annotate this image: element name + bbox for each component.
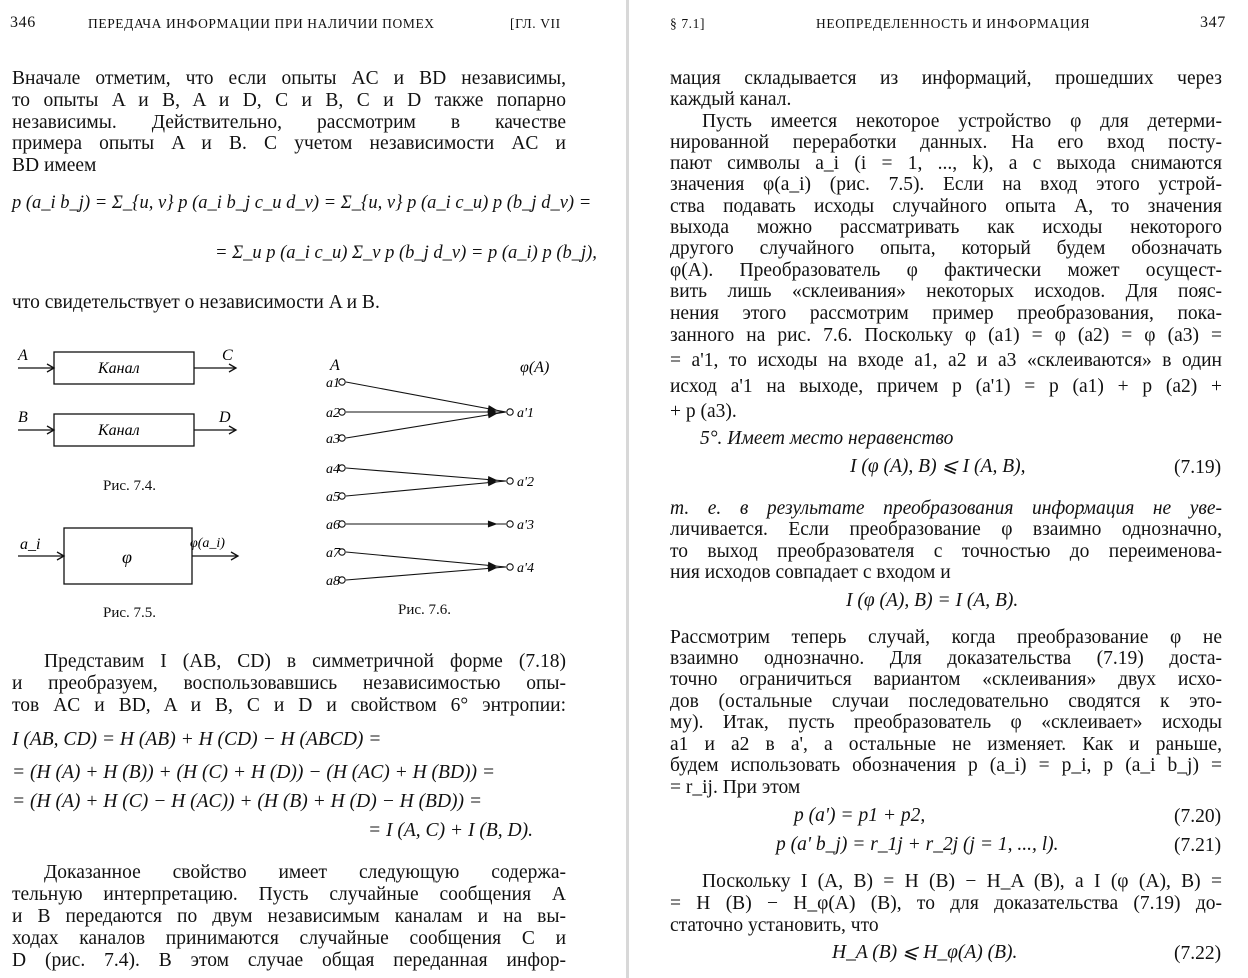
text-line: и B передаются по двум независимым каналам и на вы- bbox=[12, 906, 566, 927]
page-number-right: 347 bbox=[1200, 14, 1226, 31]
text-line: то выход преобразователя с точностью до переименова- bbox=[670, 541, 1222, 562]
arrow-head bbox=[488, 412, 496, 417]
text-line: = r_ij. При этом bbox=[670, 777, 801, 798]
input-a-label: A bbox=[18, 347, 28, 364]
text-line: дов (остальные случаи последовательно сводятся к это- bbox=[670, 691, 1222, 712]
input-label: a3 bbox=[326, 432, 340, 447]
equation-line: I (AB, CD) = H (AB) + H (CD) − H (ABCD) = bbox=[12, 729, 382, 750]
input-label: a5 bbox=[326, 490, 340, 505]
output-label: a'1 bbox=[517, 406, 534, 421]
figure-7-5 bbox=[14, 522, 254, 592]
arrow-head bbox=[488, 521, 496, 526]
page-gutter bbox=[626, 0, 629, 978]
equation-independence-1: p (a_i b_j) = Σ_{u, v} p (a_i b_j c_u d_v) = Σ_{u, v} p (a_i c_u) p (b_j d_v) = bbox=[12, 193, 592, 213]
paragraph-2: что свидетельствует о независимости A и B. bbox=[12, 292, 380, 313]
equation-7-19: I (φ (A), B) ⩽ I (A, B), bbox=[850, 456, 1026, 477]
output-d-label: D bbox=[219, 409, 231, 426]
input-label: a4 bbox=[326, 462, 340, 477]
page-number-left: 346 bbox=[10, 14, 36, 31]
fig76-left-title: A bbox=[330, 357, 340, 374]
output-label: a'3 bbox=[517, 518, 534, 533]
input-label: a2 bbox=[326, 406, 340, 421]
mapping-arrow bbox=[346, 412, 506, 438]
fig76-right-title: φ(A) bbox=[520, 359, 550, 376]
caption-fig-7-6: Рис. 7.6. bbox=[398, 602, 452, 618]
equation-equality: I (φ (A), B) = I (A, B). bbox=[846, 590, 1019, 611]
text-line: Представим I (AB, CD) в симметричной форме (7.18) bbox=[44, 651, 566, 672]
text-line: будем использовать обозначения p (a_i) = p_i, p (a_i b_j) = bbox=[670, 755, 1222, 776]
running-head-right: НЕОПРЕДЕЛЕННОСТЬ И ИНФОРМАЦИЯ bbox=[816, 16, 1091, 31]
output-node bbox=[507, 521, 513, 527]
mapping-arrow bbox=[346, 552, 506, 567]
text-line: вить лишь «склеивания» некоторых исходов. Для пояс- bbox=[670, 281, 1222, 302]
text-line: личивается. Если преобразование φ взаимно однозначно, bbox=[670, 519, 1222, 540]
chapter-ref: [ГЛ. VII bbox=[510, 16, 561, 31]
text-line: то опыты A и B, A и D, C и B, C и D также попарно bbox=[12, 90, 566, 111]
equation-line: = (H (A) + H (C) − H (AC)) + (H (B) + H (D) − H (BD)) = bbox=[12, 791, 483, 812]
input-ai-label: a_i bbox=[20, 536, 41, 553]
text-line: т. е. в результате преобразования информация не уве- bbox=[670, 498, 1222, 519]
mapping-arrow bbox=[346, 382, 506, 412]
right-page bbox=[636, 0, 1248, 978]
text-line: независимы. Действительно, рассмотрим в качестве bbox=[12, 112, 566, 133]
text-line: другого случайного опыта, который будем обозначать bbox=[670, 238, 1222, 259]
figure-7-6 bbox=[322, 350, 572, 595]
input-label: a8 bbox=[326, 574, 340, 589]
left-page bbox=[0, 0, 622, 978]
text-line: φ(A). Преобразователь φ фактически может осущест- bbox=[670, 260, 1222, 281]
text-line: D (рис. 7.4). В этом случае общая переданная инфор- bbox=[12, 950, 566, 971]
mapping-arrow bbox=[346, 481, 506, 496]
running-head-left: ПЕРЕДАЧА ИНФОРМАЦИИ ПРИ НАЛИЧИИ ПОМЕХ bbox=[88, 16, 435, 31]
text-line: взаимно однозначно. Для доказательства (7.19) доста- bbox=[670, 648, 1222, 669]
input-label: a7 bbox=[326, 546, 340, 561]
text-line: Пусть имеется некоторое устройство φ для детерми- bbox=[702, 111, 1222, 132]
equation-line: = I (A, C) + I (B, D). bbox=[368, 820, 533, 841]
phi-label: φ bbox=[122, 547, 132, 567]
text-line: Вначале отметим, что если опыты AC и BD независимы, bbox=[12, 68, 566, 89]
text-line: BD имеем bbox=[12, 155, 97, 176]
equation-number: (7.22) bbox=[1174, 943, 1222, 964]
text-line: = H (B) − H_φ(A) (B), то для доказательства (7.19) до- bbox=[670, 893, 1222, 914]
equation-number: (7.20) bbox=[1174, 806, 1222, 827]
input-label: a6 bbox=[326, 518, 340, 533]
text-line: каждый канал. bbox=[670, 89, 792, 110]
equation-line: = (H (A) + H (B)) + (H (C) + H (D)) − (H (AC) + H (BD)) = bbox=[12, 762, 496, 783]
text-line: статочно установить, что bbox=[670, 915, 879, 936]
text-line: тов AC и BD, A и B, C и D и свойством 6° энтропии: bbox=[12, 695, 566, 716]
mapping-arrow bbox=[346, 567, 506, 580]
output-node bbox=[507, 409, 513, 415]
equation-7-21: p (a' b_j) = r_1j + r_2j (j = 1, ..., l). bbox=[776, 834, 1059, 855]
caption-fig-7-5: Рис. 7.5. bbox=[103, 605, 157, 621]
text-line: ходах каналов принимаются случайные сообщения C и bbox=[12, 928, 566, 949]
text-line: + p (a3). bbox=[670, 401, 737, 422]
text-line: занного на рис. 7.6. Поскольку φ (a1) = φ (a2) = φ (a3) = bbox=[670, 325, 1222, 346]
text-line: точно ограничиться вариантом «склеивания» двух исхо- bbox=[670, 669, 1222, 690]
text-line: Рассмотрим теперь случай, когда преобразование φ не bbox=[670, 627, 1222, 648]
text-line: и преобразуем, воспользовавшись независимостью опы- bbox=[12, 673, 566, 694]
output-node bbox=[507, 564, 513, 570]
text-line: тельную интерпретацию. Пусть случайные сообщения A bbox=[12, 884, 566, 905]
text-line: ства подавать исходы случайного опыта A, то значения bbox=[670, 196, 1222, 217]
mapping-arrow bbox=[346, 468, 506, 481]
caption-fig-7-4: Рис. 7.4. bbox=[103, 478, 157, 494]
output-label: a'2 bbox=[517, 475, 534, 490]
input-b-label: B bbox=[18, 409, 28, 426]
text-line: мация складывается из информаций, прошедших через bbox=[670, 68, 1222, 89]
channel-label: Канал bbox=[98, 360, 140, 377]
output-phi-label: φ(a_i) bbox=[190, 536, 225, 551]
text-line: выхода можно рассматривать как исходы некоторого bbox=[670, 217, 1222, 238]
text-line: Поскольку I (A, B) = H (B) − H_A (B), а I (φ (A), B) = bbox=[702, 871, 1222, 892]
input-label: a1 bbox=[326, 376, 340, 391]
equation-7-22: H_A (B) ⩽ H_φ(A) (B). bbox=[832, 942, 1018, 963]
text-line: пают символы a_i (i = 1, ..., k), а с выхода снимаются bbox=[670, 153, 1222, 174]
text-line: = a'1, то исходы на входе a1, a2 и a3 «склеиваются» в один bbox=[670, 350, 1222, 371]
text-line: ния исходов совпадает с входом и bbox=[670, 562, 951, 583]
text-line: исход a'1 на выходе, причем p (a'1) = p (a1) + p (a2) + bbox=[670, 376, 1222, 397]
equation-7-20: p (a') = p1 + p2, bbox=[794, 805, 926, 826]
output-node bbox=[507, 478, 513, 484]
equation-independence-2: = Σ_u p (a_i c_u) Σ_v p (b_j d_v) = p (a_i) p (b_j), bbox=[215, 243, 597, 263]
figure-7-4 bbox=[14, 340, 254, 465]
text-line: примера опыты A и B. С учетом независимости AC и bbox=[12, 133, 566, 154]
text-line: a1 и a2 в a', а остальные не изменяет. Как и раньше, bbox=[670, 734, 1222, 755]
equation-number: (7.19) bbox=[1174, 457, 1222, 478]
text-line: нированной переработки данных. На его вход посту- bbox=[670, 132, 1222, 153]
channel-label: Канал bbox=[98, 422, 140, 439]
text-line: Доказанное свойство имеет следующую содержа- bbox=[44, 862, 566, 883]
text-line: значения φ(a_i) (рис. 7.5). Если на вход этого устрой- bbox=[670, 174, 1222, 195]
section-ref: § 7.1] bbox=[670, 16, 706, 31]
property-5-statement: 5°. Имеет место неравенство bbox=[700, 428, 954, 449]
output-label: a'4 bbox=[517, 561, 534, 576]
equation-number: (7.21) bbox=[1174, 835, 1222, 856]
output-c-label: C bbox=[222, 347, 233, 364]
text-line: му). Итак, пусть преобразователь φ «склеивает» исходы bbox=[670, 712, 1222, 733]
text-line: нения этого рассмотрим пример преобразования, пока- bbox=[670, 303, 1222, 324]
